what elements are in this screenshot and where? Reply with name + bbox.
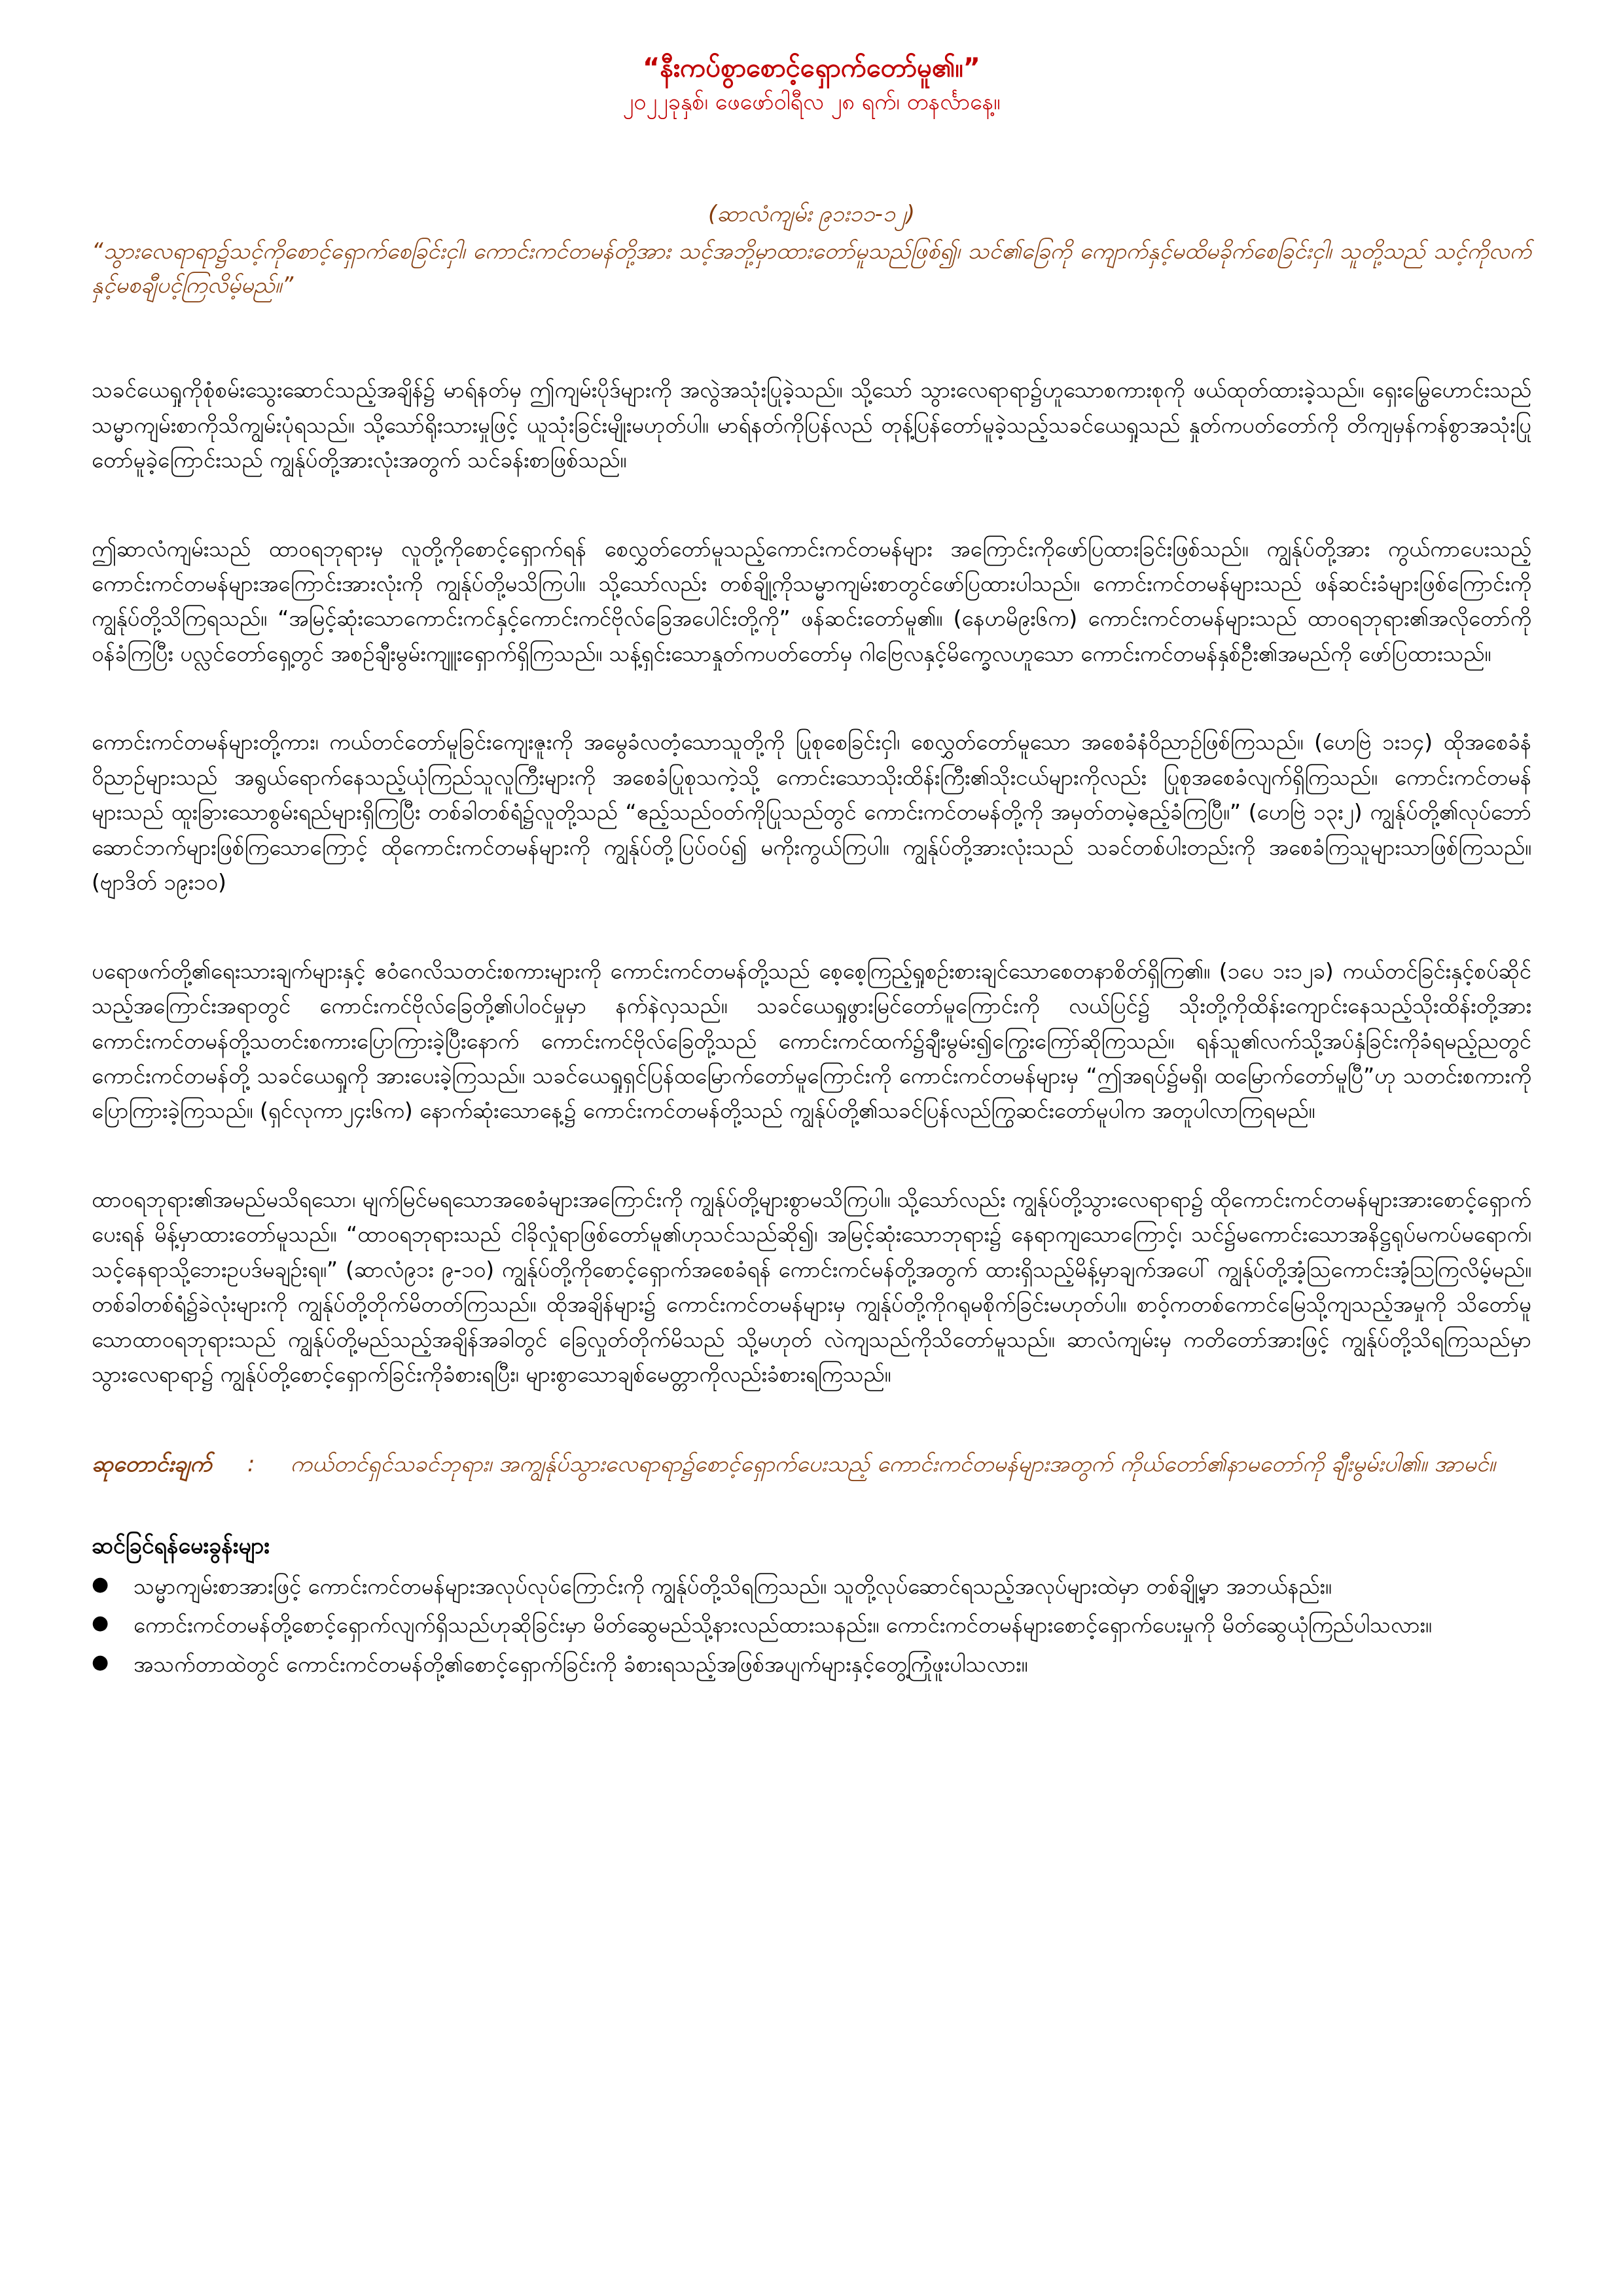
page-date: ၂၀၂၂ခုနှစ်၊ ဖေဖော်ဝါရီလ ၂၈ ရက်၊ တနင်္လာနေ့။ xyxy=(622,89,1001,115)
bullet-dot-icon: ● xyxy=(92,1611,109,1635)
questions-heading: ဆင်ခြင်ရန်မေးခွန်းများ xyxy=(92,1533,270,1560)
prayer-separator: : xyxy=(247,1450,255,1477)
body-paragraph-5: ထာဝရဘုရား၏အမည်မသိရသော၊ မျက်မြင်မရသောအစေခံများအကြောင်းကို ကျွန်ုပ်တို့များစွာမသိကြပါ။ သို့သော်လည်း ကျွန်ုပ်တို့သွားလေရာရာ၌ ထိုကောင်းကင်တမန်များအားစောင့်ရှောက်ပေးရန် မိန့်မှာထားတော်မူသည်။ “ထာဝရဘုရားသည် ငါခိုလှုံရာဖြစ်တော်မူ၏ဟုသင်သည်ဆို၍၊ အမြင့်ဆုံးသောဘုရား၌ နေရာကျသောကြောင့်၊ သင်၌မကောင်းသောအနိဋ္ဌရုပ်မကပ်မရောက်၊ သင့်နေရာသို့ဘေးဥပဒ်မချဉ်းရ။” (ဆာလံ၉၁း ၉-၁၀) ကျွန်ုပ်တို့ကိုစောင့်ရှောက်အစေခံရန် ကောင်းကင်မန်တို့အတွက် ထားရှိသည့်မိန့်မှာချက်အပေါ် ကျွန်ုပ်တို့အံ့သြကောင်းအံ့သြကြလိမ့်မည်။ တစ်ခါတစ်ရံ၌ခဲလုံးများကို ကျွန်ုပ်တို့တိုက်မိတတ်ကြသည်။ ထိုအချိန်များ၌ ကောင်းကင်တမန်များမှ ကျွန်ုပ်တို့ကိုဂရုမစိုက်ခြင်းမဟုတ်ပါ။ စာဝ့်ကတစ်ကောင်မြေသို့ကျသည့်အမှုကို သိတော်မူသောထာဝရဘုရားသည် ကျွန်ုပ်တို့မည်သည့်အချိန်အခါတွင် ခြေလှုတ်တိုက်မိသည် သို့မဟုတ် လဲကျသည်ကိုသိတော်မူသည်။ ဆာလံကျမ်းမှ ကတိတော်အားဖြင့် ကျွန်ုပ်တို့သိရကြသည်မှာ သွားလေရာရာ၌ ကျွန်ုပ်တို့စောင့်ရှောက်ခြင်းကိုခံစားရပြီး၊ များစွာသောချစ်မေတ္တာကိုလည်းခံစားရကြသည်။ xyxy=(92,1186,1531,1388)
question-item xyxy=(92,1569,1531,1604)
prayer-block xyxy=(92,1447,1531,1482)
body-paragraph-1: သခင်ယေရှုကိုစုံစမ်းသွေးဆောင်သည့်အချိန်၌ မာရ်နတ်မှ ဤကျမ်းပိုဒ်များကို အလွဲအသုံးပြုခဲ့သည်။ သို့သော် သွားလေရာရာ၌ဟူသောစကားစုကို ဖယ်ထုတ်ထားခဲ့သည်။ ရှေးမြွေဟောင်းသည် သမ္မာကျမ်းစာကိုသိကျွမ်းပုံရသည်။ သို့သော်ရိုးသားမှုဖြင့် ယူသုံးခြင်းမျိုးမဟုတ်ပါ။ မာရ်နတ်ကိုပြန်လည် တုန့်ပြန်တော်မူခဲ့သည့်သခင်ယေရှုသည် နှုတ်ကပတ်တော်ကို တိကျမှန်ကန်စွာအသုံးပြုတော်မူခဲ့ကြောင်းသည် ကျွန်ုပ်တို့အားလုံးအတွက် သင်ခန်းစာဖြစ်သည်။ xyxy=(92,377,1531,473)
page-title: “နီးကပ်စွာစောင့်ရှောက်တော်မူ၏။” xyxy=(643,53,980,83)
question-text: ကောင်းကင်တမန်တို့စောင့်ရှောက်လျက်ရှိသည်ဟုဆိုခြင်းမှာ မိတ်ဆွေမည်သို့နားလည်ထားသနည်း။ ကောင်းကင်တမန်များစောင့်ရှောက်ပေးမှုကို မိတ်ဆွေယုံကြည်ပါသလား။ xyxy=(134,1612,1432,1638)
prayer-label: ဆုတောင်းချက် xyxy=(92,1450,212,1477)
question-item xyxy=(92,1647,1531,1681)
bullet-dot-icon: ● xyxy=(92,1650,109,1674)
bullet-dot-icon: ● xyxy=(92,1572,109,1596)
body-paragraph-4: ပရောဖက်တို့၏ရေးသားချက်များနှင့် ဧဝံဂေလိသတင်းစကားများကို ကောင်းကင်တမန်တို့သည် စေ့စေ့ကြည့်ရှုစဉ်းစားချင်သောစေတနာစိတ်ရှိကြ၏။ (၁ပေ ၁း၁၂ခ) ကယ်တင်ခြင်းနှင့်စပ်ဆိုင်သည့်အကြောင်းအရာတွင် ကောင်းကင်ဗိုလ်ခြေတို့၏ပါဝင်မှုမှာ နက်နဲလှသည်။ သခင်ယေရှုဖွားမြင်တော်မူကြောင်းကို လယ်ပြင်၌ သိုးတို့ကိုထိန်းကျောင်းနေသည့်သိုးထိန်းတို့အား ကောင်းကင်တမန်တို့သတင်းစကားပြောကြားခဲ့ပြီးနောက် ကောင်းကင်ဗိုလ်ခြေတို့သည် ကောင်းကင်ထက်၌ချီးမွမ်း၍ကြွေးကြော်ဆိုကြသည်။ ရန်သူ၏လက်သို့အပ်နှံခြင်းကိုခံရမည့်ညတွင် ကောင်းကင်တမန်တို့ သခင်ယေရှုကို အားပေးခဲ့ကြသည်။ သခင်ယေရှုရှင်ပြန်ထမြောက်တော်မူကြောင်းကို ကောင်းကင်တမန်များမှ “ဤအရပ်၌မရှိ၊ ထမြောက်တော်မူပြီ”ဟု သတင်းစကားကိုပြောကြားခဲ့ကြသည်။ (ရှင်လုကာ၂၄း၆က) နောက်ဆုံးသောနေ့၌ ကောင်းကင်တမန်တို့သည် ကျွန်ုပ်တို့၏သခင်ပြန်လည်ကြွဆင်းတော်မူပါက အတူပါလာကြရမည်။ xyxy=(92,958,1531,1124)
question-text: အသက်တာထဲတွင် ကောင်းကင်တမန်တို့၏စောင့်ရှောက်ခြင်းကို ခံစားရသည့်အဖြစ်အပျက်များနှင့်တွေ့ကြုံဖူးပါသလား။ xyxy=(134,1651,1028,1677)
body-paragraph-2: ဤဆာလံကျမ်းသည် ထာဝရဘုရားမှ လူတို့ကိုစောင့်ရှောက်ရန် စေလွှတ်တော်မူသည့်ကောင်းကင်တမန်များ အကြောင်းကိုဖော်ပြထားခြင်းဖြစ်သည်။ ကျွန်ုပ်တို့အား ကွယ်ကာပေးသည့်ကောင်းကင်တမန်များအကြောင်းအားလုံးကို ကျွန်ုပ်တို့မသိကြပါ။ သို့သော်လည်း တစ်ချို့ကိုသမ္မာကျမ်းစာတွင်ဖော်ပြထားပါသည်။ ကောင်းကင်တမန်များသည် ဖန်ဆင်းခံများဖြစ်ကြောင်းကို ကျွန်ုပ်တို့သိကြရသည်။ “အမြင့်ဆုံးသောကောင်းကင်နှင့်ကောင်းကင်ဗိုလ်ခြေအပေါင်းတို့ကို” ဖန်ဆင်းတော်မူ၏။ (နေဟမိ၉း၆က) ကောင်းကင်တမန်များသည် ထာဝရဘုရား၏အလိုတော်ကိုဝန်ခံကြပြီး ပလ္လင်တော်ရှေ့တွင် အစဉ်ချီးမွမ်းကျူးရှောက်ရှိကြသည်။ သန့်ရှင်းသောနှုတ်ကပတ်တော်မှ ဂါဗြေလနှင့်မိက္ခေလဟူသော ကောင်းကင်တမန်နှစ်ဦး၏အမည်ကို ဖော်ပြထားသည်။ xyxy=(92,535,1531,666)
question-text: သမ္မာကျမ်းစာအားဖြင့် ကောင်းကင်တမန်များအလုပ်လုပ်ကြောင်းကို ကျွန်ုပ်တို့သိရကြသည်။ သူတို့လုပ်ဆောင်ရသည့်အလုပ်များထဲမှာ တစ်ချို့မှာ အဘယ်နည်း။ xyxy=(134,1573,1332,1599)
prayer-text: ကယ်တင်ရှင်သခင်ဘုရား၊ အကျွန်ုပ်သွားလေရာရာ၌စောင့်ရှောက်ပေးသည့် ကောင်းကင်တမန်များအတွက် ကိုယ်တော်၏နာမတော်ကို ချီးမွမ်းပါ၏။ အာမင်။ xyxy=(290,1450,1496,1477)
body-paragraph-3: ကောင်းကင်တမန်များတို့ကား၊ ကယ်တင်တော်မူခြင်းကျေးဇူးကို အမွေခံလတံ့သောသူတို့ကို ပြုစုစေခြင်းငှါ၊ စေလွှတ်တော်မူသော အစေခံနံဝိညာဉ်ဖြစ်ကြသည်။ (ဟေဗြဲ ၁း၁၄) ထိုအစေခံနံဝိညာဉ်များသည် အရွယ်ရောက်နေသည့်ယုံကြည်သူလူကြီးများကို အစေခံပြုစုသကဲ့သို့ ကောင်းသောသိုးထိန်းကြီး၏သိုးငယ်များကိုလည်း ပြုစုအစေခံလျက်ရှိကြသည်။ ကောင်းကင်တမန်များသည် ထူးခြားသောစွမ်းရည်များရှိကြပြီး တစ်ခါတစ်ရံ၌လူတို့သည် “ဧည့်သည်ဝတ်ကိုပြုသည်တွင် ကောင်းကင်တမန်တို့ကို အမှတ်တမဲ့ဧည့်ခံကြပြီ။” (ဟေဗြဲ ၁၃း၂) ကျွန်ုပ်တို့၏လုပ်ဘော်ဆောင်ဘက်များဖြစ်ကြသောကြောင့် ထိုကောင်းကင်တမန်များကို ကျွန်ုပ်တို့ပြပ်ဝပ်၍ မကိုးကွယ်ကြပါ။ ကျွန်ုပ်တို့အားလုံးသည် သခင်တစ်ပါးတည်းကို အစေခံကြသူများသာဖြစ်ကြသည်။ (ဗျာဒိတ် ၁၉း၁၀) xyxy=(92,729,1531,895)
question-item xyxy=(92,1607,1531,1642)
verse-text: “သွားလေရာရာ၌သင့်ကိုစောင့်ရှောက်စေခြင်းငှါ၊ ကောင်းကင်တမန်တို့အား သင့်အဘို့မှာထားတော်မူသည်ဖြစ်၍၊ သင်၏ခြေကို ကျောက်နှင့်မထိမခိုက်စေခြင်းငှါ၊ သူတို့သည် သင့်ကိုလက်နှင့်မစချီပင့်ကြလိမ့်မည်။” xyxy=(92,238,1531,299)
questions-list xyxy=(92,1569,1531,1681)
verse-reference: (ဆာလံကျမ်း ၉၁း၁၁-၁၂) xyxy=(708,201,915,228)
